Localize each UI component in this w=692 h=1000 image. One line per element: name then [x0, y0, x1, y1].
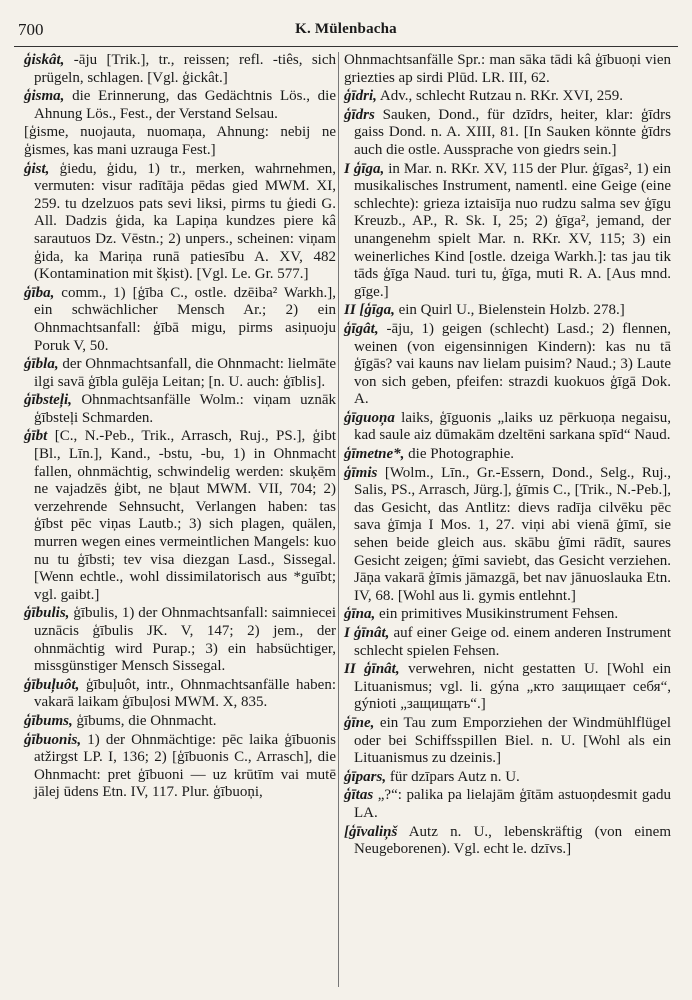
entry-text: die Photographie.	[404, 446, 514, 463]
entry-headword: ģist,	[24, 160, 50, 177]
page-number: 700	[18, 20, 44, 39]
entry-text: ein Quirl U., Bielenstein Holzb. 278.]	[394, 302, 625, 319]
dictionary-entry	[344, 410, 671, 445]
dictionary-entry	[344, 465, 671, 606]
dictionary-entry	[24, 88, 336, 123]
entry-text: 1) der Ohnmächtige: pēc laika ģībuonis atžirgst LP. I, 136; 2) [ģībuonis C., Arrasch], die Ohnmacht: pret ģībuoni — uz krūtīm vai mutē jālej ūdens Etn. IV, 117. Plur. ģībuoņi,	[34, 731, 336, 801]
dictionary-entry	[344, 606, 671, 624]
entry-text: Sauken, Dond., für dzīdrs, heiter, klar: ģīdrs gaiss Dond. n. A. XIII, 81. [In Sauken könnte ģīdrs auch die ostle. Aussprache von giedrs sein.]	[354, 106, 671, 158]
entry-headword: ģīdri,	[344, 88, 377, 105]
entry-text: in Mar. n. RKr. XV, 115 der Plur. ģīgas², 1) ein musikalisches Instrument, namentl. eine Geige (eine schlechte): grieza iztaisīja nuo rudzu salma sev ģīgu Kreuzb., AP., R. Sk. I, 25; 2) ģīga², jemand, der unangenehm spielt Mar. n. RKr. XV, 115; 3) ein weinerliches Kind [ostle. dzeiga Warkh.]: tas jau tik tāds ģīga Naud. turi tu, ģīga, muti R. A. [Aus mnd. gīge.]	[354, 160, 671, 300]
dictionary-entry	[344, 715, 671, 768]
entry-headword: ģībums,	[24, 712, 73, 729]
entry-headword: II [ģīga,	[344, 302, 395, 319]
entry-headword: ģība,	[24, 284, 55, 301]
entry-headword: ģīmis	[344, 464, 378, 481]
entry-text: die Erinnerung, das Gedächtnis Lös., die Ahnung Lös., Fest., der Verstand Selsau.	[34, 88, 336, 122]
entry-text: Autz n. U., lebenskräftig (von einem Neugeborenen). Vgl. echt le. dzīvs.]	[354, 823, 671, 858]
entry-headword: ģībsteļi,	[24, 392, 72, 409]
entry-headword: ģīdrs	[344, 106, 375, 123]
dictionary-entry	[344, 302, 671, 320]
dictionary-entry	[24, 428, 336, 604]
entry-text: „?“: palika pa lielajām ģītām astuoņdesmit gadu LA.	[354, 787, 671, 821]
entry-headword: ģīgât,	[344, 320, 379, 337]
entry-text: ein primitives Musikinstrument Fehsen.	[375, 606, 619, 623]
entry-headword: ģītas	[344, 787, 374, 804]
dictionary-entry	[344, 625, 671, 660]
dictionary-entry	[344, 88, 671, 106]
dictionary-entry	[24, 52, 336, 87]
entry-headword: ģīne,	[344, 714, 375, 731]
entry-text: -āju, 1) geigen (schlecht) Lasd.; 2) flennen, weinen (von eigensinnigen Kindern): kas nu tā ģīgās? vai kauns nav lielam puisim? Naud.; 3) Laute von sich geben, pfeifen: strazdi kuokuos ģīgā Dok. A.	[354, 320, 671, 408]
dictionary-entry	[24, 161, 336, 284]
entry-text: ein Tau zum Emporziehen der Windmühlflügel oder bei Schiffsspillen Biel. n. U. [Wohl als ein Lituanismus zu dzeinis.]	[354, 714, 671, 767]
entry-text: Adv., schlecht Rutzau n. RKr. XVI, 259.	[376, 88, 624, 105]
dictionary-entry	[344, 446, 671, 464]
entry-headword: ģīpars,	[344, 768, 387, 785]
dictionary-entry	[344, 824, 671, 859]
entry-headword: ģībuļuôt,	[24, 676, 80, 693]
dictionary-entry	[344, 787, 671, 822]
dictionary-entry	[24, 285, 336, 355]
dictionary-entry	[344, 107, 671, 160]
dictionary-entry	[24, 677, 336, 712]
dictionary-entry	[24, 356, 336, 391]
dictionary-entry	[24, 605, 336, 675]
dictionary-entry	[24, 732, 336, 802]
entry-headword: II ģīnât,	[344, 661, 400, 678]
entry-text: Ohnmachtsanfälle Wolm.: viņam uznāk ģībsteļi Schmarden.	[34, 392, 336, 426]
entry-text: [Wolm., Līn., Gr.-Essern, Dond., Selg., Ruj., Salis, PS., Arrasch, Jürg.], ģīmis C., [Trik., N.-Peb.], das Gesicht, das Antlitz: dievs radīja cilvēku pēc sava ģīmja I Mos. 1, 27. viņi abi vienā ģīmī, sie sehen beide gleich aus. skābu ģīmi rādīt, saures Gesicht zeigen; ģīmi saviebt, das Gesicht verziehen. Jāņa vakarā ģīmis jāmazgā, bet nav jānuoslauka Etn. IV, 68. [Wohl aus li. gymis entlehnt.]	[354, 464, 671, 604]
entry-text: -āju [Trik.], tr., reissen; refl. -tiês, sich prügeln, schlagen. [Vgl. ģickât.]	[34, 52, 336, 86]
entry-headword: I ģīnât,	[344, 625, 390, 641]
entry-headword: ģībuonis,	[24, 731, 82, 748]
entry-text: der Ohnmachtsanfall, die Ohnmacht: lielmāte ilgi savā ģībla gulēja Leitan; [n. U. auch: ģīblis].	[34, 356, 336, 390]
dictionary-entry	[344, 661, 671, 714]
right-column	[344, 52, 671, 860]
entry-text: ģībuļuôt, intr., Ohnmachtsanfälle haben: vakarā laikam ģībuļosi MWM. X, 835.	[34, 676, 336, 711]
entry-text: [ģisme, nuojauta, nuomaņa, Ahnung: nebij ne ģismes, kas mani uzrauga Fest.]	[24, 124, 336, 158]
page-header	[14, 14, 678, 47]
entry-text: comm., 1) [ģība C., ostle. dzēiba² Warkh.], ein schwächlicher Mensch Ar.; 2) ein Ohnmachtsanfall: ģībā migu, pirms asiņuoju Poruk V, 50.	[34, 284, 336, 354]
entry-text: laiks, ģīguonis „laiks uz pērkuoņa negaisu, kad saule aiz dūmakām dzeltēni sarkana spīd“ Naud.	[354, 409, 671, 444]
dictionary-entry	[344, 321, 671, 409]
entry-headword: [ģīvaliņš	[344, 823, 398, 840]
entry-headword: ģīguoņa	[344, 409, 395, 426]
entry-text: [C., N.-Peb., Trik., Arrasch, Ruj., PS.], ģibt [Bl., Līn.], Kand., -bstu, -bu, 1) in Ohnmacht fallen, ohnmächtig, schwindelig werden: skuķēm ne vajadzēs ģibt, ne bļaut MWM. VII, 704; 2) verzehrende Sehnsucht, Verlangen haben: tas ģībst pēc viņas Lautb.; 3) sich plagen, quälen, murren wegen eines vermeintlichen Mangels: kuo nu tu ģībsti; tev visa diezgan Lasd., Sissegal. [Wenn echtle., wohl dissimilatorisch aus *guībt; vgl. gaibt.]	[34, 428, 336, 603]
dictionary-entry	[344, 161, 671, 302]
entry-text: ģībums, die Ohnmacht.	[72, 712, 217, 729]
running-head: K. Mülenbacha	[295, 21, 397, 37]
entry-headword: ģīmetne*,	[344, 446, 405, 463]
entry-text: ģībulis, 1) der Ohnmachtsanfall: saimniecei uznācis ģībulis JK. V, 147; 2) jem., der ohnmächtig wird Purap.; 3) ein habsüchtiger, missgünstiger Mensch Sissegal.	[34, 605, 336, 675]
entry-text: für dzīpars Autz n. U.	[386, 768, 520, 785]
entry-headword: I ģīga,	[344, 160, 385, 177]
dictionary-entry	[344, 52, 671, 87]
entry-text: Ohnmachtsanfälle Spr.: man sāka tādi kâ ģībuoņi vien griezties ap sirdi Plūd. LR. III, 62.	[344, 52, 671, 86]
entry-text: auf einer Geige od. einem anderen Instrument schlecht spielen Fehsen.	[354, 625, 671, 659]
entry-text: verwehren, nicht gestatten U. [Wohl ein Lituanismus; vgl. li. gýna „кто защищает себя“, gýnioti „защищать“.]	[354, 661, 671, 713]
entry-headword: ģībla,	[24, 356, 59, 373]
entry-text: ģiedu, ģidu, 1) tr., merken, wahrnehmen, vermuten: visur radītāja pēdas gied MWM. XI, 259. tu dzelzuos pats sevi liksi, pirms tu ģiedi G. All. Dadzis ģida, ka Lapiņa kundzes piere kâ sarautuos Dz. Vēstn.; 2) unpers., scheinen: viņam ģida, ka Mariņa runā patiesību A. XV, 482 (Kontamination mit šķist). [Vgl. Le. Gr. 577.]	[34, 160, 336, 283]
entry-headword: ģībulis,	[24, 605, 70, 622]
dictionary-entry	[24, 392, 336, 427]
dictionary-entry	[24, 124, 336, 159]
entry-headword: ģiskât,	[24, 52, 65, 68]
entry-headword: ģībt	[24, 428, 48, 445]
entry-headword: ģisma,	[24, 88, 65, 105]
dictionary-entry	[344, 769, 671, 787]
dictionary-entry	[24, 713, 336, 731]
entry-headword: ģīna,	[344, 606, 376, 623]
left-column	[24, 52, 336, 803]
